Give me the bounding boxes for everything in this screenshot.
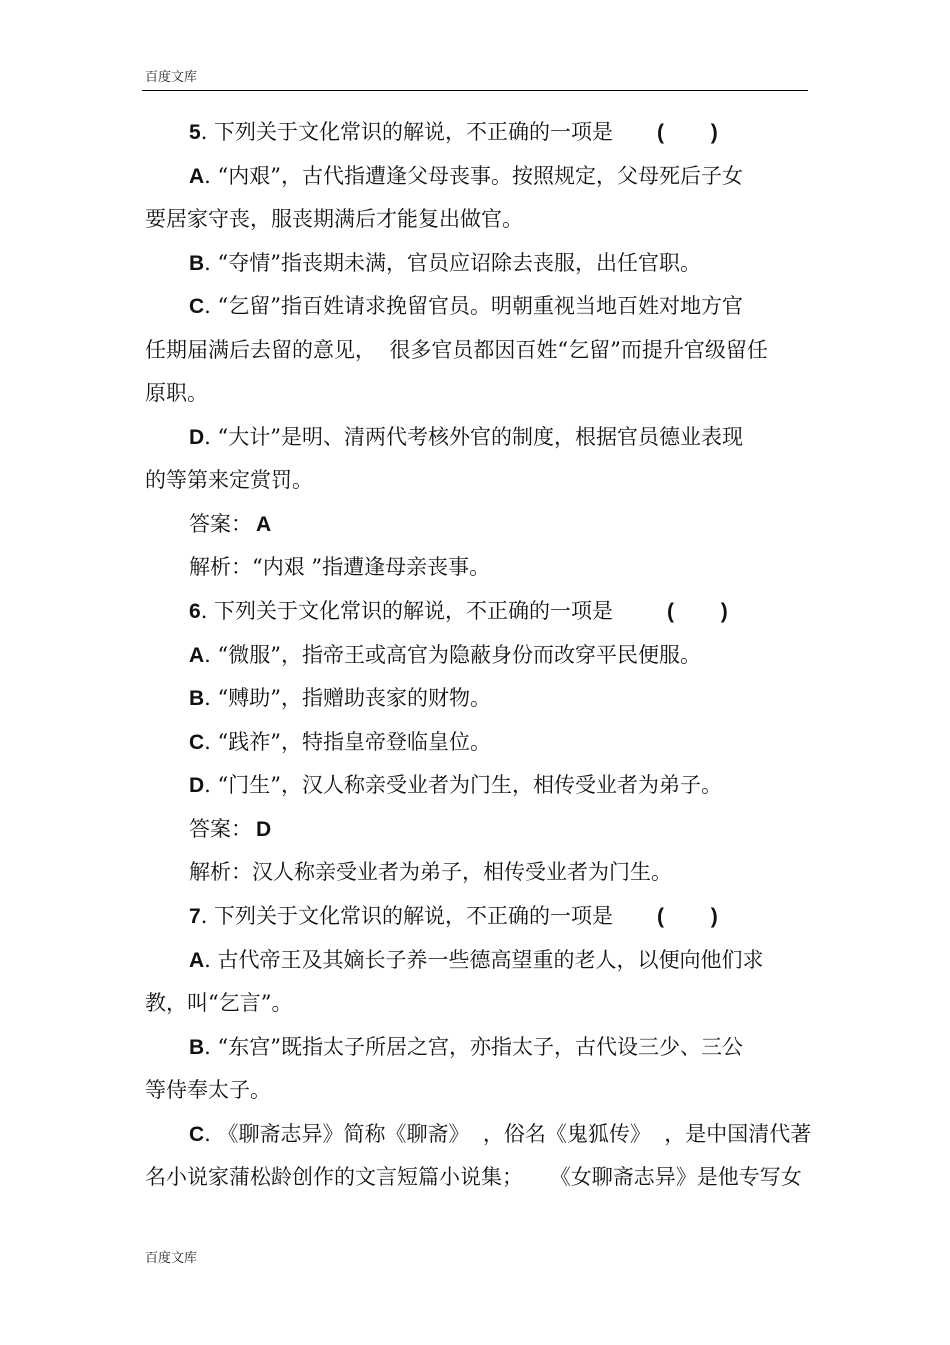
option-a-continued: 教，叫“乞言”。 <box>145 991 293 1015</box>
option-text: . “大计”是明、清两代考核外官的制度，根据官员德业表现 <box>204 425 743 449</box>
option-label: A <box>189 165 205 188</box>
option-text: . “门生”，汉人称亲受业者为门生，相传受业者为弟子。 <box>204 773 722 797</box>
option-text: . “践祚”，特指皇帝登临皇位。 <box>204 730 491 754</box>
question-text: . 下列关于文化常识的解说，不正确的一项是 <box>200 120 614 144</box>
option-c <box>189 292 743 321</box>
option-b <box>189 1033 743 1062</box>
option-label: D <box>189 426 205 449</box>
answer-value: A <box>256 513 272 536</box>
option-b <box>189 249 701 278</box>
answer-prefix: 答案： <box>189 817 252 841</box>
option-c-continued: 名小说家蒲松龄创作的文言短篇小说集； 《女聊斋志异》是他专写女 <box>145 1165 802 1189</box>
explanation: 解析：“内艰 ”指遭逢母亲丧事。 <box>189 555 491 579</box>
option-a <box>189 946 764 975</box>
header-rule <box>142 90 808 91</box>
option-text: . “东宫”既指太子所居之宫，亦指太子，古代设三少、三公 <box>204 1035 743 1059</box>
answer-line <box>189 815 271 844</box>
question-text: . 下列关于文化常识的解说，不正确的一项是 <box>200 904 614 928</box>
question-number: 5 <box>189 121 201 144</box>
option-d-continued: 的等第来定赏罚。 <box>145 468 313 492</box>
option-text: . “夺情”指丧期未满，官员应诏除去丧服，出任官职。 <box>204 251 701 275</box>
option-text: . “乞留”指百姓请求挽留官员。明朝重视当地百姓对地方官 <box>204 294 743 318</box>
page-header: 百度文库 <box>145 70 198 85</box>
option-label: B <box>189 687 205 710</box>
answer-prefix: 答案： <box>189 512 252 536</box>
question-5-stem <box>189 118 718 147</box>
option-d <box>189 771 722 800</box>
option-label: C <box>189 731 205 754</box>
option-label: B <box>189 1036 205 1059</box>
option-b-continued: 等侍奉太子。 <box>145 1078 271 1102</box>
answer-blank: ( ) <box>657 121 718 144</box>
page-footer: 百度文库 <box>145 1251 198 1266</box>
option-c <box>189 728 491 757</box>
option-text: . 古代帝王及其嫡长子养一些德高望重的老人，以便向他们求 <box>204 948 764 972</box>
option-label: C <box>189 1123 205 1146</box>
answer-value: D <box>256 818 272 841</box>
explanation: 解析：汉人称亲受业者为弟子，相传受业者为门生。 <box>189 860 672 884</box>
question-6-stem <box>189 597 728 626</box>
question-number: 6 <box>189 600 201 623</box>
answer-blank: ( ) <box>667 600 728 623</box>
option-b <box>189 684 491 713</box>
option-a-continued: 要居家守丧，服丧期满后才能复出做官。 <box>145 207 523 231</box>
option-c <box>189 1120 811 1149</box>
option-label: C <box>189 295 205 318</box>
option-label: D <box>189 774 205 797</box>
option-text: . 《聊斋志异》简称《聊斋》 ，俗名《鬼狐传》 ，是中国清代著 <box>204 1122 812 1146</box>
option-c-continued: 任期届满后去留的意见， 很多官员都因百姓“乞留”而提升官级留任 <box>145 338 768 362</box>
option-c-continued: 原职。 <box>145 381 208 405</box>
option-d <box>189 423 743 452</box>
question-text: . 下列关于文化常识的解说，不正确的一项是 <box>200 599 614 623</box>
option-label: A <box>189 949 205 972</box>
option-text: . “内艰”，古代指遭逢父母丧事。按照规定，父母死后子女 <box>204 164 743 188</box>
option-text: . “赙助”，指赠助丧家的财物。 <box>204 686 491 710</box>
answer-blank: ( ) <box>657 905 718 928</box>
option-label: A <box>189 644 205 667</box>
question-7-stem <box>189 902 718 931</box>
option-text: . “微服”，指帝王或高官为隐蔽身份而改穿平民便服。 <box>204 643 701 667</box>
answer-line <box>189 510 271 539</box>
question-number: 7 <box>189 905 201 928</box>
option-a <box>189 162 743 191</box>
option-label: B <box>189 252 205 275</box>
option-a <box>189 641 701 670</box>
